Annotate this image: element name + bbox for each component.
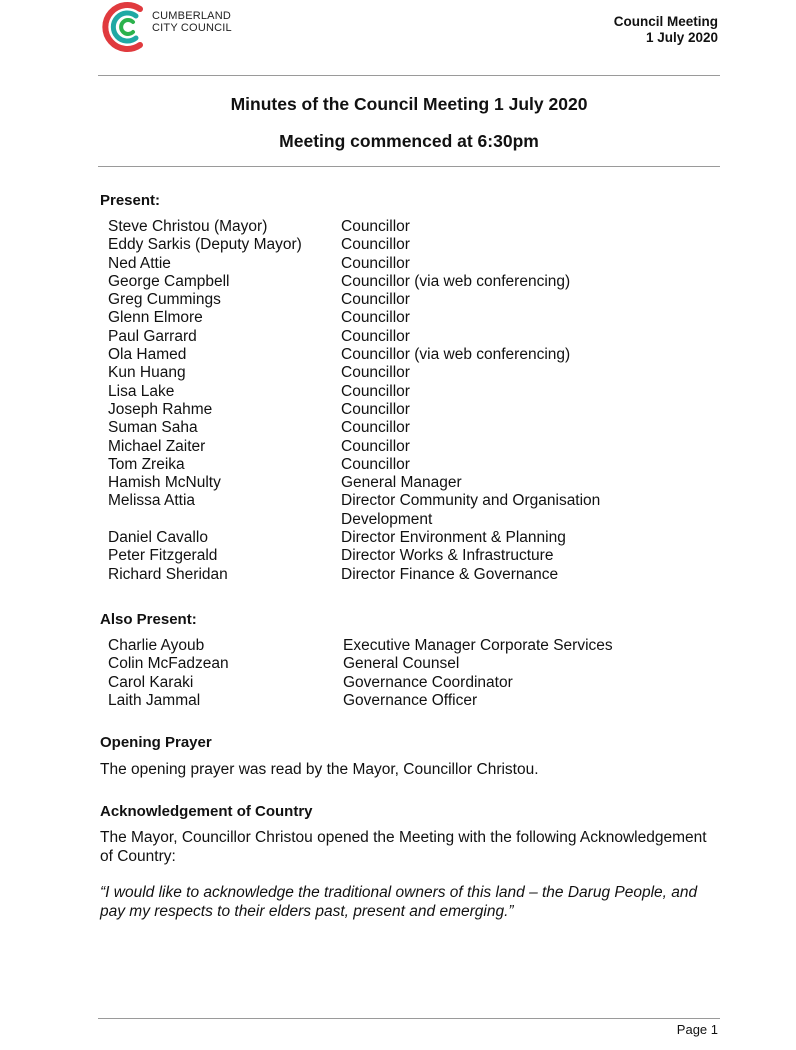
- attendee-role: Governance Officer: [343, 691, 478, 709]
- footer-divider: [98, 1018, 720, 1019]
- council-logo: [100, 0, 260, 56]
- attendee-role: Councillor: [341, 419, 410, 437]
- attendee-name: Lisa Lake: [108, 382, 175, 400]
- attendee-name: George Campbell: [108, 272, 230, 290]
- attendee-name: Melissa Attia: [108, 492, 196, 510]
- attendee-role: Councillor: [341, 218, 410, 235]
- attendee-role: Councillor: [341, 327, 410, 345]
- attendee-name: Hamish McNulty: [108, 474, 221, 492]
- page-number: Page 1: [676, 1022, 718, 1037]
- attendee-name: Glenn Elmore: [108, 309, 203, 327]
- attendee-role: General Manager: [341, 474, 462, 492]
- meeting-info: [614, 14, 718, 46]
- council-name: [152, 10, 232, 34]
- also-present-heading: Also Present:: [100, 611, 197, 628]
- attendee-role: Councillor (via web conferencing): [341, 272, 571, 290]
- attendee-role: Councillor: [341, 364, 410, 382]
- attendee-role: Councillor: [341, 236, 410, 254]
- acknowledgement-quote: “I would like to acknowledge the traditional owners of this land – the Darug People, and pay my respects to their elders past, present and emerging.”: [100, 884, 698, 920]
- attendee-name: Steve Christou (Mayor): [108, 218, 268, 235]
- attendee-name: Ned Attie: [108, 254, 171, 272]
- attendee-name: Michael Zaiter: [108, 437, 206, 455]
- attendee-name: Colin McFadzean: [108, 655, 229, 673]
- attendee-name: Paul Garrard: [108, 327, 197, 345]
- attendee-role: Councillor: [341, 291, 410, 309]
- attendee-role: Director Works & Infrastructure: [341, 547, 554, 565]
- attendee-name: Laith Jammal: [108, 691, 201, 709]
- attendee-role: General Counsel: [343, 655, 460, 673]
- attendee-role: Director Environment & Planning: [341, 529, 566, 547]
- attendee-name: Suman Saha: [108, 419, 198, 437]
- attendee-name: Peter Fitzgerald: [108, 547, 218, 565]
- attendee-name: Daniel Cavallo: [108, 529, 208, 547]
- attendee-role: Director Finance & Governance: [341, 565, 559, 583]
- attendee-role: Councillor: [341, 254, 410, 272]
- opening-prayer-heading: Opening Prayer: [100, 734, 212, 751]
- attendee-name: Joseph Rahme: [108, 400, 213, 418]
- attendee-role: Councillor: [341, 437, 410, 455]
- attendee-name: Kun Huang: [108, 364, 186, 382]
- council-name-line1: CUMBERLAND: [152, 10, 232, 22]
- council-logo-icon: [100, 0, 150, 54]
- acknowledgement-text: The Mayor, Councillor Christou opened the Meeting with the following Acknowledgement of Country:: [100, 829, 707, 865]
- present-heading: Present:: [100, 192, 161, 209]
- attendee-role: Councillor: [341, 400, 410, 418]
- document-title: Minutes of the Council Meeting 1 July 2020: [230, 94, 588, 114]
- meeting-type: Council Meeting: [613, 14, 718, 29]
- attendee-role: Governance Coordinator: [343, 673, 513, 691]
- title-divider: [98, 166, 720, 167]
- council-name-line2: CITY COUNCIL: [152, 22, 232, 34]
- meeting-start-time: Meeting commenced at 6:30pm: [279, 131, 539, 151]
- meeting-date: 1 July 2020: [645, 30, 718, 45]
- opening-prayer-text: The opening prayer was read by the Mayor, Councillor Christou.: [100, 761, 539, 778]
- attendee-name: Tom Zreika: [108, 455, 185, 473]
- attendee-name: Greg Cummings: [108, 291, 221, 309]
- acknowledgement-heading: Acknowledgement of Country: [100, 803, 313, 820]
- attendee-name: Richard Sheridan: [108, 565, 228, 583]
- attendee-role: Councillor: [341, 382, 410, 400]
- attendee-role: Councillor: [341, 309, 410, 327]
- attendee-role: Councillor: [341, 455, 410, 473]
- header-divider: [98, 75, 720, 76]
- attendee-role: Councillor (via web conferencing): [341, 346, 571, 364]
- attendee-name: Ola Hamed: [108, 346, 187, 364]
- attendee-role: Director Community and Organisation Development: [341, 492, 601, 528]
- attendee-role: Executive Manager Corporate Services: [343, 637, 613, 654]
- attendee-name: Charlie Ayoub: [108, 637, 205, 654]
- attendee-name: Carol Karaki: [108, 673, 194, 691]
- attendee-name: Eddy Sarkis (Deputy Mayor): [108, 236, 302, 254]
